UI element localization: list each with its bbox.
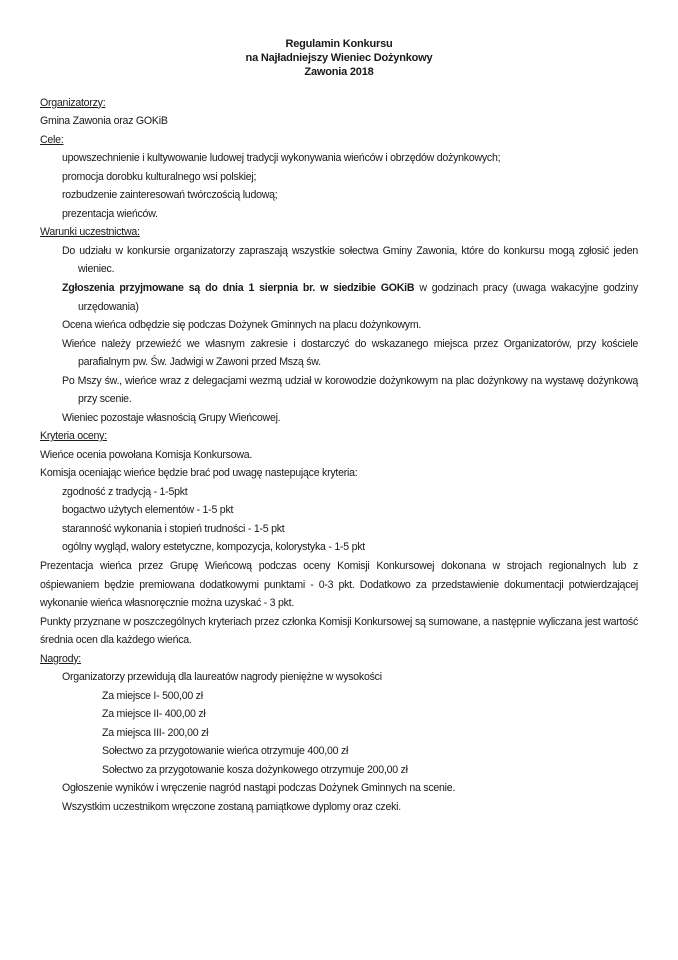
- section-heading-goals: Cele:: [40, 133, 64, 146]
- prize-item: Za miejsce II- 400,00 zł: [102, 708, 206, 721]
- paragraph: Prezentacja wieńca przez Grupę Wieńcową podczas oceny Komisji Konkursowej dokonana w strojach regionalnych lub z ośpiewaniem będzie premiowana dodatkowymi punktami - 0-3 pkt. Dodatkowo za przedstawienie dokumentacji potwierdzającej wykonanie wieńca własnoręcznie można uzyskać - 3 pkt.: [40, 559, 638, 610]
- prize-item: Za miejsce I- 500,00 zł: [102, 689, 203, 702]
- title-line: na Najładniejszy Wieniec Dożynkowy: [245, 52, 433, 64]
- paragraph: Wieńce należy przewieźć we własnym zakresie i dostarczyć do wskazanego miejsca przez Organizatorów, przy kościele parafialnym pw. Św. Jadwigi w Zawoni przed Mszą św.: [62, 337, 638, 369]
- paragraph: Ocena wieńca odbędzie się podczas Dożynek Gminnych na placu dożynkowym.: [62, 319, 422, 332]
- paragraph: Do udziału w konkursie organizatorzy zapraszają wszystkie sołectwa Gminy Zawonia, które do konkursu mogą zgłosić jeden wieniec.: [62, 244, 638, 276]
- list-item: bogactwo użytych elementów - 1-5 pkt: [62, 504, 234, 517]
- paragraph: Komisja oceniając wieńce będzie brać pod uwagę nastepujące kryteria:: [40, 467, 358, 480]
- paragraph: Wszystkim uczestnikom wręczone zostaną pamiątkowe dyplomy oraz czeki.: [62, 800, 401, 813]
- paragraph: Organizatorzy przewidują dla laureatów nagrody pieniężne w wysokości: [62, 671, 382, 684]
- document-title: [0, 37, 678, 79]
- paragraph: [40, 279, 638, 316]
- paragraph: Po Mszy św., wieńce wraz z delegacjami wezmą udział w korowodzie dożynkowym na plac dożynkowy na wystawę dożynkową przy scenie.: [62, 374, 638, 406]
- section-heading-organizers: Organizatorzy:: [40, 96, 106, 109]
- list-item: promocja dorobku kulturalnego wsi polskiej;: [62, 170, 257, 183]
- list-item: ogólny wygląd, walory estetyczne, kompozycja, kolorystyka - 1-5 pkt: [62, 541, 365, 554]
- paragraph: Wieniec pozostaje własnością Grupy Wieńcowej.: [62, 411, 281, 424]
- document-body: [40, 94, 638, 817]
- list-item: upowszechnienie i kultywowanie ludowej tradycji wykonywania wieńców i obrzędów dożynkowych;: [62, 152, 501, 165]
- list-item: prezentacja wieńców.: [62, 207, 158, 220]
- title-line: Zawonia 2018: [304, 66, 374, 78]
- organizers-text: Gmina Zawonia oraz GOKiB: [40, 115, 168, 128]
- prize-item: Sołectwo za przygotowanie wieńca otrzymuje 400,00 zł: [102, 745, 349, 758]
- list-item: zgodność z tradycją - 1-5pkt: [62, 485, 188, 498]
- section-heading-prizes: Nagrody:: [40, 652, 81, 665]
- deadline-bold-text: Zgłoszenia przyjmowane są do dnia 1 sierpnia br. w siedzibie GOKiB: [62, 282, 415, 294]
- paragraph: Punkty przyznane w poszczególnych kryteriach przez członka Komisji Konkursowej są sumowane, a następnie wyliczana jest wartość średnia ocen dla każdego wieńca.: [40, 615, 638, 647]
- section-heading-conditions: Warunki uczestnictwa:: [40, 226, 140, 239]
- list-item: staranność wykonania i stopień trudności - 1-5 pkt: [62, 522, 285, 535]
- paragraph-text: w godzinach pracy (uwaga wakacyjne godziny urzędowania): [78, 282, 638, 313]
- paragraph: Ogłoszenie wyników i wręczenie nagród nastąpi podczas Dożynek Gminnych na scenie.: [62, 782, 456, 795]
- prize-item: Sołectwo za przygotowanie kosza dożynkowego otrzymuje 200,00 zł: [102, 763, 408, 776]
- paragraph: Wieńce ocenia powołana Komisja Konkursowa.: [40, 448, 253, 461]
- title-line: Regulamin Konkursu: [285, 38, 393, 50]
- list-item: rozbudzenie zainteresowań twórczością ludową;: [62, 189, 278, 202]
- section-heading-criteria: Kryteria oceny:: [40, 430, 107, 443]
- prize-item: Za miejsca III- 200,00 zł: [102, 726, 209, 739]
